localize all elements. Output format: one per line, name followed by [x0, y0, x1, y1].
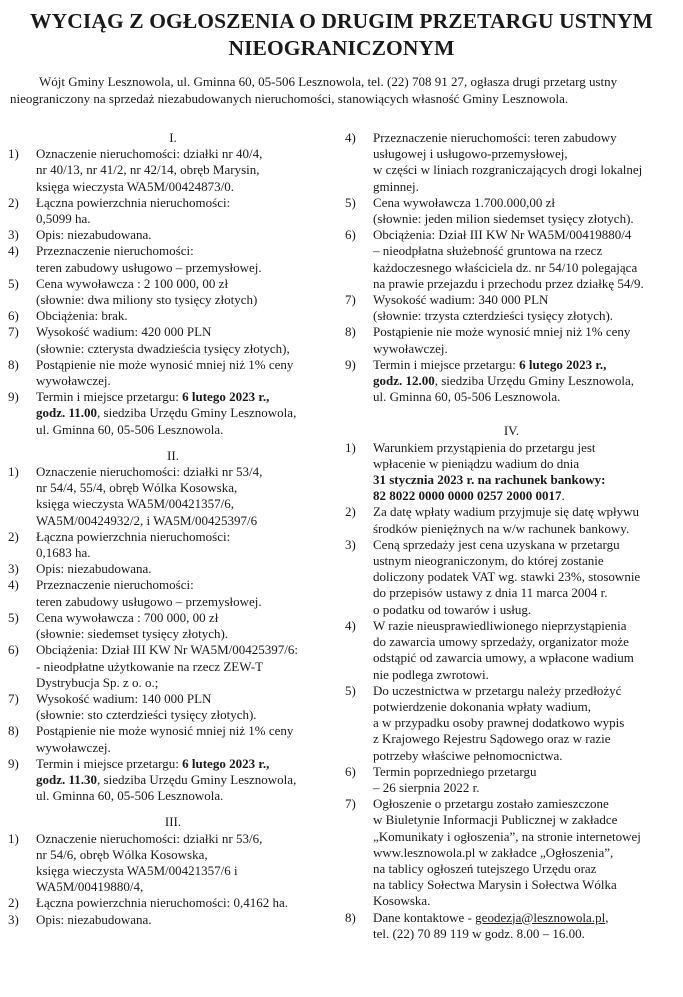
item-number: 8)	[8, 723, 19, 739]
list-item	[345, 292, 678, 324]
item-number: 3)	[345, 536, 356, 552]
section-3-part-1	[8, 814, 338, 927]
item-number: 8)	[345, 324, 356, 340]
item-text	[373, 440, 678, 505]
item-number: 9)	[8, 755, 19, 771]
item-text: Postąpienie nie może wynosić mniej niż 1% ceny wywoławczej.	[36, 356, 294, 389]
item-text-part: , tel. (22) 70 89 119 w godz. 8.00 – 16.00.	[373, 909, 609, 941]
item-number: 3)	[8, 561, 19, 577]
list-item	[8, 243, 338, 275]
item-text: Obciążenia: brak.	[36, 308, 128, 324]
item-number: 6)	[345, 763, 356, 779]
list-item	[345, 618, 678, 683]
list-item	[345, 537, 678, 618]
item-number: 6)	[8, 642, 19, 658]
contact-email-link[interactable]: geodezja@lesznowola.pl	[475, 909, 606, 925]
item-number: 3)	[8, 227, 19, 243]
item-number: 2)	[8, 528, 19, 544]
item-text: W razie nieusprawiedliwionego nieprzystąpienia do zawarcia umowy sprzedaży, organizator może odstąpić od zawarcia umowy, a wpłacone wadium nie podlega zwrotowi.	[373, 617, 634, 682]
item-text-part: Termin i miejsce przetargu:	[373, 356, 520, 372]
item-text: Ogłoszenie o przetargu zostało zamieszczone w Biuletynie Informacji Publicznej w zakładce „Komunikaty i ogłoszenia”, na stronie internetowej www.lesznowola.pl w zakładce „Ogłoszenia”, na tablicy ogłoszeń tutejszego Urzędu oraz na tablicy Sołectwa Marysin i Sołectwa Wólka Kosowska.	[373, 796, 641, 909]
list-item	[8, 561, 338, 577]
item-number: 7)	[8, 324, 19, 340]
right-column	[345, 130, 678, 942]
item-text: Za datę wpłaty wadium przyjmuje się datę wpływu środków pieniężnych na w/w rachunek bankowy.	[373, 504, 640, 536]
section-1	[8, 130, 338, 438]
intro-line-2: nieograniczony na sprzedaż niezabudowanych nieruchomości, stanowiących własność Gminy Lesznowola.	[10, 91, 569, 107]
item-text	[36, 756, 338, 805]
item-text-part: , siedziba Urzędu Gminy Lesznowola, ul. Gminna 60, 05-506 Lesznowola.	[373, 373, 635, 405]
item-number: 3)	[8, 911, 19, 927]
item-text: Cena wywoławcza 1.700.000,00 zł (słownie: jeden milion siedemset tysięcy złotych).	[373, 194, 634, 227]
title-line-2: NIEOGRANICZONYM	[228, 36, 455, 60]
item-text: Ceną sprzedaży jest cena uzyskana w przetargu ustnym nieograniczonym, do której zostanie doliczony podatek VAT wg. stawki 23%, stosownie do przepisów ustawy z dnia 11 marca 2004 r. o podatku od towarów i usług.	[373, 536, 641, 617]
list-item	[345, 357, 678, 406]
item-text-part: , siedziba Urzędu Gminy Lesznowola, ul. Gminna 60, 05-506 Lesznowola.	[36, 405, 297, 437]
list-item	[8, 912, 338, 928]
intro-line-1: Wójt Gminy Lesznowola, ul. Gminna 60, 05-506 Lesznowola, tel. (22) 708 91 27, ogłasza drugi przetarg ustny	[39, 74, 618, 89]
item-text: Postąpienie nie może wynosić mniej niż 1% ceny wywoławczej.	[36, 723, 294, 755]
item-text-part: Dane kontaktowe -	[373, 909, 476, 925]
item-text-part: , siedziba Urzędu Gminy Lesznowola, ul. Gminna 60, 05-506 Lesznowola.	[36, 771, 297, 804]
item-number: 2)	[345, 504, 356, 520]
item-number: 1)	[8, 146, 19, 162]
list-item	[345, 130, 678, 195]
item-number: 1)	[8, 830, 19, 846]
list-item	[8, 691, 338, 723]
item-text: Wysokość wadium: 420 000 PLN (słownie: czterysta dwadzieścia tysięcy złotych),	[36, 324, 290, 356]
item-text: Łączna powierzchnia nieruchomości: 0,1683 ha.	[36, 528, 231, 561]
list-item	[8, 146, 338, 195]
item-number: 7)	[8, 690, 19, 706]
list-item	[345, 910, 678, 942]
section-heading: IV.	[503, 423, 520, 439]
item-text: Wysokość wadium: 140 000 PLN (słownie: sto czterdzieści tysięcy złotych).	[36, 690, 257, 723]
item-number: 5)	[8, 275, 19, 291]
item-text: Oznaczenie nieruchomości: działki nr 53/6, nr 54/6, obręb Wólka Kosowska, księga wieczysta WA5M/00421357/6 i WA5M/00419880/4,	[36, 830, 263, 895]
item-text	[373, 357, 678, 406]
item-number: 7)	[345, 292, 356, 308]
item-number: 4)	[8, 243, 19, 259]
section-heading: III.	[164, 814, 182, 830]
list-item	[345, 764, 678, 796]
section-heading: I.	[169, 130, 177, 145]
list-item	[8, 723, 338, 755]
section-4	[345, 423, 678, 942]
list-item	[8, 529, 338, 561]
item-text: Opis: niezabudowana.	[36, 561, 152, 577]
item-text-part: .	[561, 488, 565, 504]
section-3-part-2	[345, 130, 678, 405]
item-text	[36, 389, 338, 438]
item-text: Oznaczenie nieruchomości: działki nr 53/4, nr 54/4, 55/4, obręb Wólka Kosowska, księga wieczysta WA5M/00421357/6, WA5M/00424932/2, i WA5M/00425397/6	[36, 464, 263, 528]
bank-account-deadline: 31 stycznia 2023 r. na rachunek bankowy: 82 8022 0000 0000 0257 2000 0017	[373, 472, 606, 504]
list-item	[345, 324, 678, 356]
item-number: 4)	[8, 577, 19, 593]
item-number: 5)	[345, 682, 356, 698]
list-item	[8, 895, 338, 911]
item-number: 9)	[8, 389, 19, 405]
item-number: 1)	[345, 439, 356, 455]
item-text: Przeznaczenie nieruchomości: teren zabudowy usługowo – przemysłowej.	[36, 577, 262, 609]
item-number: 5)	[8, 609, 19, 625]
auction-date-time: 6 lutego 2023 r., godz. 11.00	[36, 389, 270, 421]
item-text: Termin poprzedniego przetargu – 26 sierpnia 2022 r.	[373, 763, 537, 795]
item-number: 4)	[345, 130, 356, 145]
list-item	[345, 440, 678, 505]
item-text: Do uczestnictwa w przetargu należy przedłożyć potwierdzenie dokonania wpłaty wadium, a w przypadku osoby prawnej dodatkowo wypis z Krajowego Rejestru Sądowego oraz w razie potrzeby właściwe pełnomocnictwa.	[373, 682, 625, 763]
list-item	[8, 276, 338, 308]
item-number: 6)	[345, 227, 356, 243]
item-number: 5)	[345, 194, 356, 210]
list-item	[8, 831, 338, 896]
auction-date-time: 6 lutego 2023 r., godz. 12.00	[373, 356, 607, 389]
list-item	[345, 683, 678, 764]
list-item	[8, 642, 338, 691]
list-item	[8, 756, 338, 805]
list-item	[8, 610, 338, 642]
item-text: Obciążenia: Dział III KW Nr WA5M/00419880/4 – nieodpłatna służebność gruntowa na rzecz każdoczesnego właściciela dz. nr 54/10 polegająca na prawie przejazdu i przechodu przez działkę 54/9.	[373, 227, 644, 291]
list-item	[8, 577, 338, 609]
list-item	[345, 504, 678, 536]
list-item	[8, 308, 338, 324]
list-item	[345, 796, 678, 909]
item-text: Przeznaczenie nieruchomości: teren zabudowy usługowo – przemysłowej.	[36, 243, 262, 275]
list-item	[8, 227, 338, 243]
intro-paragraph	[10, 73, 675, 107]
item-number: 7)	[345, 796, 356, 812]
list-item	[8, 357, 338, 389]
item-number: 1)	[8, 464, 19, 480]
item-number: 8)	[345, 909, 356, 925]
title-line-1: WYCIĄG Z OGŁOSZENIA O DRUGIM PRZETARGU USTNYM	[30, 9, 653, 33]
item-text: Opis: niezabudowana.	[36, 911, 152, 927]
list-item	[345, 227, 678, 292]
list-item	[8, 389, 338, 438]
item-text-part: Termin i miejsce przetargu:	[36, 389, 183, 405]
item-number: 4)	[345, 617, 356, 633]
list-item	[345, 195, 678, 227]
item-text: Cena wywoławcza : 2 100 000, 00 zł (słownie: dwa miliony sto tysięcy złotych)	[36, 275, 258, 308]
list-item	[8, 324, 338, 356]
item-number: 9)	[345, 356, 356, 372]
item-text: Opis: niezabudowana.	[36, 227, 152, 243]
item-text: Łączna powierzchnia nieruchomości: 0,5099 ha.	[36, 194, 231, 227]
list-item	[8, 464, 338, 529]
auction-date-time: 6 lutego 2023 r., godz. 11.30	[36, 755, 270, 787]
item-text: Oznaczenie nieruchomości: działki nr 40/4, nr 40/13, nr 41/2, nr 42/14, obręb Marysin, księga wieczysta WA5M/00424873/0.	[36, 146, 263, 194]
page-title	[0, 8, 683, 62]
section-2	[8, 448, 338, 804]
list-item	[8, 195, 338, 227]
item-text: Wysokość wadium: 340 000 PLN (słownie: trzysta czterdzieści tysięcy złotych).	[373, 292, 614, 324]
item-number: 6)	[8, 308, 19, 324]
item-text-part: Termin i miejsce przetargu:	[36, 755, 183, 771]
item-text: Cena wywoławcza : 700 000, 00 zł (słownie: siedemset tysięcy złotych).	[36, 609, 229, 642]
item-number: 2)	[8, 895, 19, 911]
item-text: Postąpienie nie może wynosić mniej niż 1% ceny wywoławczej.	[373, 324, 631, 356]
section-heading: II.	[167, 447, 179, 463]
item-number: 2)	[8, 194, 19, 210]
item-text	[373, 910, 678, 942]
item-text-part: Warunkiem przystąpienia do przetargu jest wpłacenie w pieniądzu wadium do dnia	[373, 439, 596, 471]
item-number: 8)	[8, 356, 19, 372]
left-column	[8, 130, 338, 928]
item-text: Przeznaczenie nieruchomości: teren zabudowy usługowej i usługowo-przemysłowej, w części w liniach rozgraniczających drogi lokalnej gminnej.	[373, 130, 643, 194]
item-text: Obciążenia: Dział III KW Nr WA5M/00425397/6: - nieodpłatne użytkowanie na rzecz ZEW-T Dystrybucja Sp. z o. o.;	[36, 642, 298, 690]
item-text: Łączna powierzchnia nieruchomości: 0,4162 ha.	[36, 895, 288, 911]
